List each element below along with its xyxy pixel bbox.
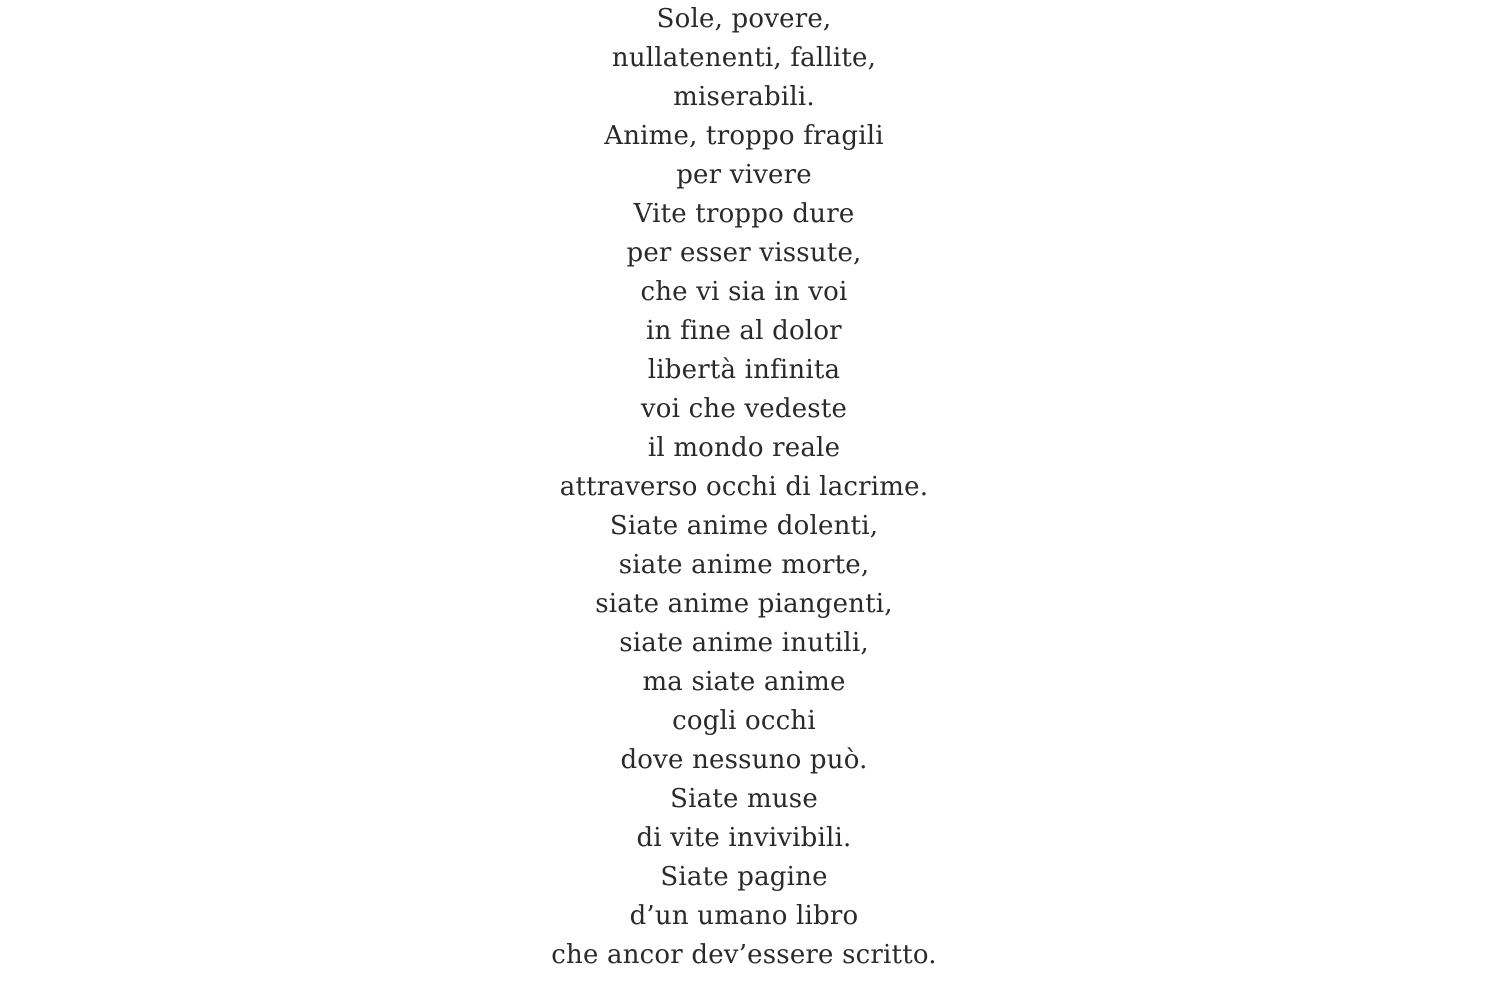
poem-line: Sole, povere,: [656, 4, 832, 34]
poem-line: Siate muse: [670, 784, 818, 814]
poem-line: Siate pagine: [660, 862, 828, 892]
poem-line: libertà infinita: [647, 355, 841, 385]
poem-line: cogli occhi: [672, 706, 816, 736]
poem-line: miserabili.: [673, 82, 815, 112]
poem-line: dove nessuno può.: [620, 745, 868, 775]
poem-line: per vivere: [676, 160, 812, 190]
poem-line: Anime, troppo fragili: [604, 121, 884, 151]
poem-line: Vite troppo dure: [633, 199, 855, 229]
poem-line: che ancor dev’essere scritto.: [551, 940, 937, 970]
poem-line: voi che vedeste: [640, 394, 848, 424]
poem-line: attraverso occhi di lacrime.: [559, 472, 929, 502]
poem-line: d’un umano libro: [629, 901, 859, 931]
poem-line: per esser vissute,: [626, 238, 862, 268]
poem-line: Siate anime dolenti,: [609, 511, 879, 541]
poem-line: ma siate anime: [642, 667, 846, 697]
poem-line: il mondo reale: [647, 433, 841, 463]
poem-line: che vi sia in voi: [640, 277, 848, 307]
poem-line: di vite invivibili.: [636, 823, 852, 853]
poem-line: siate anime inutili,: [619, 628, 869, 658]
poem-line: siate anime piangenti,: [595, 589, 893, 619]
poem-line: siate anime morte,: [618, 550, 870, 580]
poem-line: nullatenenti, fallite,: [611, 43, 877, 73]
poem-line: in fine al dolor: [646, 316, 842, 346]
